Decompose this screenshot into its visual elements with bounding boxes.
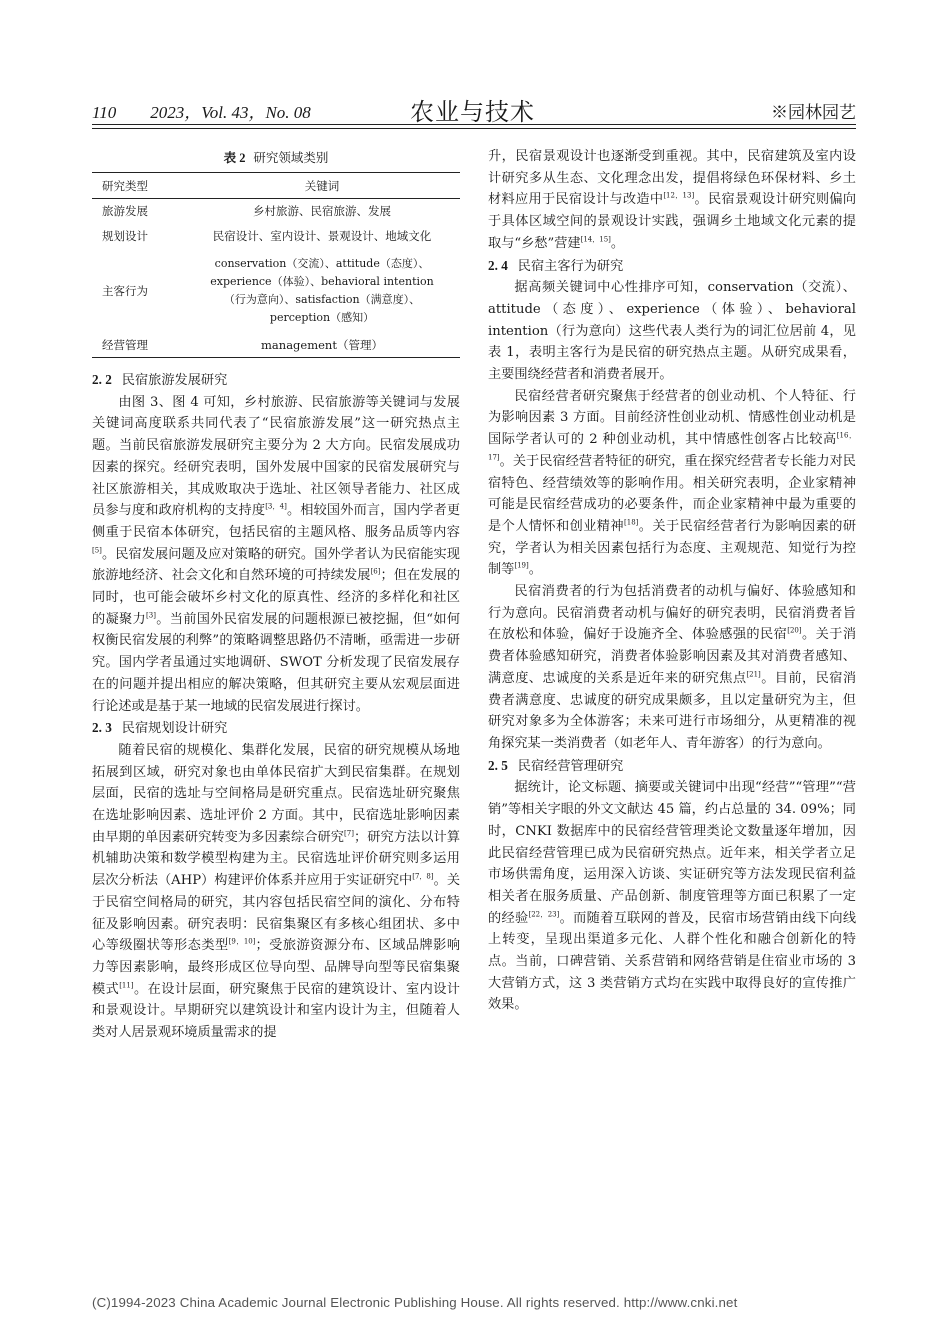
text-run: 由图 3、图 4 可知，乡村旅游、民宿旅游等关键词与发展关键词高度联系共同代表了“民宿旅游发展”这一研究热点主题。当前民宿旅游发展研究主要分为 2 大方向。民宿发展成功因素的探究。经研究表明，国外发展中国家的民宿发展研究与社区旅游相关，其成败取决于选址、社区领导者能力、社区成员参与度和政府机构的支持度: [92, 394, 460, 519]
section-heading-2-4: [488, 255, 856, 278]
section-label: ※园林园艺: [771, 103, 856, 123]
text-run: 随着民宿的规模化、集群化发展，民宿的研究规模从场地拓展到区域，研究对象也由单体民宿扩大到民宿集群。在规划层面，民宿的选址与空间格局是研究重点。民宿选址研究聚焦在选址影响因素、选址评价 2 方面。其中，民宿选址影响因素由早期的单因素研究转变为多因素综合研究: [92, 742, 460, 845]
cell-keywords: [184, 249, 460, 333]
col-header-type: 研究类型: [102, 178, 148, 193]
text-run: ；但在发展的同时，也可能会破坏乡村文化的原真性、经济的多样化和社区的凝聚力: [92, 568, 461, 627]
text-run: 。目前，民宿消费者满意度、忠诚度的研究成果颇多，且以定量研究为主，但研究对象多为全体游客；未来可进行市场细分，从更精准的视角探究某一类消费者（如老年人、青年游客）的行为意向。: [488, 670, 857, 751]
issue-info: 110 2023，Vol. 43，No. 08: [92, 103, 311, 122]
keyword-line: perception（感知）: [269, 310, 375, 324]
citation: [18]: [624, 518, 639, 527]
text-run: 。相较国外而言，国内学者更侧重于民宿本体研究，包括民宿的主题风格、服务品质等内容: [92, 503, 461, 540]
section-number: 2. 2: [92, 372, 112, 387]
keyword-line: （行为意向）、satisfaction（满意度）、: [223, 292, 421, 306]
text-run: 据统计，论文标题、摘要或关键词中出现“经营”“管理”“营销”等相关字眼的外文文献达 45 篇，约占总量的 34. 09%；同时，CNKI 数据库中的民宿经营管理类论文数量逐年增加，因此民宿经营管理已成为民宿研究热点。近年来，相关学者立足市场供需角度，运用深入访谈、实证研究等方法发现民宿利益相关者在服务质量、产品创新、制度管理等方面已积累了一定的经验: [488, 780, 856, 926]
table-number: 表 2: [223, 151, 246, 165]
cell-type: 主客行为: [102, 283, 148, 298]
citation: [5]: [92, 546, 102, 555]
table-header-row: [92, 173, 460, 199]
right-column: [488, 146, 856, 1016]
text-run: 。关于民宿经营者特征的研究，重在探究经营者专长能力对民宿特色、经营绩效等的影响作用。相关研究表明，企业家精神可能是民宿经营成功的必要条件，而企业家精神中最为重要的是个人情怀和创业精神: [488, 453, 856, 534]
cell-type: 经营管理: [102, 337, 148, 352]
paragraph-continued: [488, 146, 856, 255]
text-run: 。在设计层面，研究聚焦于民宿的建筑设计、室内设计和景观设计。早期研究以建筑设计和室内设计为主，但随着人类对人居景观环境质量需求的提: [92, 981, 460, 1041]
header-rule-top: [92, 124, 856, 125]
paragraph: [92, 740, 460, 1044]
text-run: 。当前国外民宿发展的问题根源已被挖掘，但“如何权衡民宿发展的利弊”的策略调整思路仍不清晰，亟需进一步研究。国内学者虽通过实地调研、SWOT 分析发现了民宿发展存在的问题并提出相应的解决策略，但其研究主要从宏观层面进行论述或是基于某一地域的民宿发展进行探讨。: [92, 611, 461, 714]
citation: [9，10]: [228, 937, 256, 946]
text-run: ；受旅游资源分布、区域品牌影响力等因素影响，最终形成区位导向型、品牌导向型等民宿集聚模式: [92, 938, 461, 997]
research-field-table: [92, 172, 460, 358]
citation: [22，23]: [528, 910, 560, 919]
section-title: 民宿经营管理研究: [517, 758, 624, 774]
copyright-footer: (C)1994-2023 China Academic Journal Electronic Publishing House. All rights reserved. http://www.cnki.net: [92, 1295, 738, 1310]
section-number: 2. 4: [488, 257, 508, 273]
citation: [20]: [787, 627, 802, 636]
section-title: 民宿规划设计研究: [121, 721, 228, 737]
text-run: 。: [528, 562, 542, 578]
journal-title: 农业与技术: [410, 98, 535, 126]
table-title: 研究领域类别: [253, 150, 329, 165]
citation: [6]: [370, 567, 381, 576]
paragraph: [92, 392, 460, 718]
table-row: [92, 224, 460, 249]
cell-type: 规划设计: [102, 229, 148, 243]
section-number: 2. 3: [92, 720, 112, 736]
table-row: [92, 199, 460, 224]
table-row: [92, 333, 460, 358]
col-header-keywords: 关键词: [304, 178, 340, 193]
section-number: 2. 5: [488, 757, 508, 773]
section-heading-2-3: [92, 717, 460, 740]
cell-keywords: 乡村旅游、民宿旅游、发展: [253, 204, 391, 219]
citation: [16，17]: [488, 431, 856, 462]
citation: [21]: [746, 670, 761, 679]
section-title: 民宿旅游发展研究: [121, 373, 228, 388]
section-heading-2-2: [92, 369, 460, 392]
text-run: 升，民宿景观设计也逐渐受到重视。其中，民宿建筑及室内设计研究多从生态、文化理念出发，提倡将绿色环保材料、乡土材料应用于民宿设计与改造中: [488, 149, 856, 208]
text-run: 。关于民宿经营者行为影响因素的研究，学者认为相关因素包括行为态度、主观规范、知觉行为控制等: [488, 518, 857, 578]
text-run: 。关于民宿空间格局的研究，其内容包括民宿空间的演化、分布特征及影响因素。研究表明：民宿集聚区有多核心组团状、多中心等级圈状等形态类型: [92, 873, 461, 954]
text-run: 民宿经营者研究聚焦于经营者的创业动机、个人特征、行为影响因素 3 方面。目前经济性创业动机、情感性创业动机是国际学者认可的 2 种创业动机，其中情感性创客占比较高: [488, 388, 856, 448]
cell-keywords: 民宿设计、室内设计、景观设计、地域文化: [212, 229, 432, 243]
text-run: 。关于消费者体验感知研究，消费者体验影响因素及其对消费者感知、满意度、忠诚度的关系是近年来的研究焦点: [488, 627, 857, 686]
citation: [12，13]: [663, 192, 695, 201]
left-column: [92, 369, 460, 1044]
text-run: 。民宿发展问题及应对策略的研究。国外学者认为民宿能实现旅游地经济、社会文化和自然环境的可持续发展: [92, 546, 460, 584]
text-run: 。民宿景观设计研究则偏向于具体区域空间的景观设计实践，强调乡土地域文化元素的提取与“乡愁”营建: [488, 192, 857, 251]
paragraph: [488, 581, 856, 755]
paragraph: [488, 777, 856, 1016]
cell-keywords: management（管理）: [261, 337, 383, 352]
citation: [3，4]: [265, 502, 287, 511]
citation: [7]: [344, 829, 354, 838]
keyword-line: conservation（交流）、attitude（态度）、: [214, 256, 430, 270]
keyword-line: experience（体验）、behavioral intention: [210, 274, 434, 288]
section-heading-2-5: [488, 755, 856, 778]
text-run: 民宿消费者的行为包括消费者的动机与偏好、体验感知和行为意向。民宿消费者动机与偏好的研究表明，民宿消费者旨在放松和体验，偏好于设施齐全、体验感强的民宿: [488, 584, 856, 643]
citation: [7，8]: [412, 872, 434, 881]
table-row: [92, 249, 460, 333]
paragraph: 据高频关键词中心性排序可知，conservation（交流）、attitude（态度）、experience（体验）、behavioral intention（行为意向）这些代表人类行为的词汇位居前 4，见表 1，表明主客行为是民宿的研究热点主题。从研究成果看，主要围绕经营者和消费者展开。: [488, 280, 856, 383]
cell-type: 旅游发展: [102, 204, 148, 219]
text-run: 。: [610, 235, 625, 251]
running-header: [92, 94, 856, 126]
citation: [3]: [146, 611, 156, 620]
table-caption: [92, 148, 460, 166]
header-rule-bottom: [92, 128, 856, 129]
citation: [19]: [514, 561, 529, 570]
text-run: 。而随着互联网的普及，民宿市场营销由线下向线上转变，呈现出渠道多元化、人群个性化和融合创新化的特点。当前，口碑营销、关系营销和网络营销是住宿业市场的 3 大营销方式，这 3 类营销方式均在实践中取得良好的宣传推广效果。: [488, 910, 857, 1013]
text-run: ；研究方法以计算机辅助决策和数学模型构建为主。民宿选址评价研究则多运用层次分析法（AHP）构建评价体系并应用于实证研究中: [92, 829, 461, 889]
paragraph: [488, 386, 856, 581]
citation: [11]: [119, 981, 134, 990]
section-title: 民宿主客行为研究: [517, 258, 624, 274]
citation: [14，15]: [580, 235, 611, 244]
